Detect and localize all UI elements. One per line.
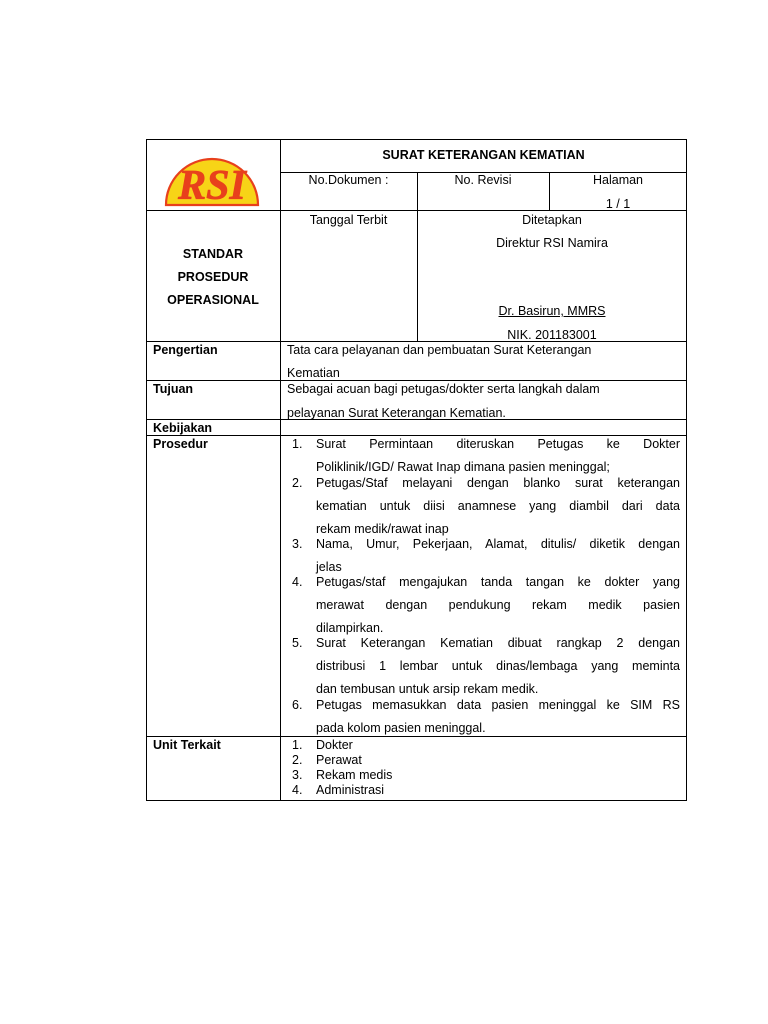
tanggal-terbit-label: Tanggal Terbit — [309, 213, 388, 227]
prosedur-step-text: merawat dengan pendukung rekam medik pasien — [316, 598, 680, 612]
prosedur-step-text: jelas — [316, 560, 342, 574]
unit-terkait-item: Rekam medis — [316, 768, 393, 782]
prosedur-step-text: Poliklinik/IGD/ Rawat Inap dimana pasien meninggal; — [316, 460, 610, 474]
prosedur-step-text: dan tembusan untuk arsip rekam medik. — [316, 682, 539, 696]
prosedur-step-text: pada kolom pasien meninggal. — [316, 721, 486, 735]
table-border-top — [146, 139, 687, 140]
prosedur-step-text: kematian untuk diisi anamnese yang diambil dari data — [316, 499, 680, 513]
halaman-value: 1 / 1 — [605, 197, 631, 211]
pengertian-text-line-1: Tata cara pelayanan dan pembuatan Surat Keterangan — [287, 343, 592, 357]
prosedur-step-number: 1. — [292, 437, 303, 451]
prosedur-step-number: 6. — [292, 698, 303, 712]
sop-document — [146, 139, 687, 801]
rule-kebijakan — [146, 435, 687, 436]
prosedur-step-number: 2. — [292, 476, 303, 490]
unit-terkait-label: Unit Terkait — [153, 738, 221, 752]
table-border-left — [146, 139, 147, 801]
prosedur-step-number: 3. — [292, 537, 303, 551]
prosedur-step-number: 5. — [292, 636, 303, 650]
tujuan-text-line-2: pelayanan Surat Keterangan Kematian. — [287, 406, 506, 420]
ditetapkan-label: Ditetapkan — [522, 213, 582, 227]
sop-title-line-2: PROSEDUR — [177, 270, 249, 284]
unit-terkait-item: Administrasi — [316, 783, 385, 797]
signer-nik: NIK. 201183001 — [507, 328, 597, 342]
prosedur-label: Prosedur — [153, 437, 208, 451]
direktur-label: Direktur RSI Namira — [496, 236, 608, 250]
sop-title-line-3: OPERASIONAL — [167, 293, 259, 307]
document-title: SURAT KETERANGAN KEMATIAN — [382, 148, 585, 162]
signer-name: Dr. Basirun, MMRS — [498, 304, 606, 318]
no-dokumen-label: No.Dokumen : — [308, 173, 389, 187]
unit-terkait-item: Perawat — [316, 753, 362, 767]
prosedur-step-text: Petugas/Staf melayani dengan blanko surat keterangan — [316, 476, 680, 490]
prosedur-step-text: dilampirkan. — [316, 621, 384, 635]
unit-terkait-number: 3. — [292, 768, 303, 782]
prosedur-step-text: distribusi 1 lembar untuk dinas/lembaga yang meminta — [316, 659, 680, 673]
no-revisi-label: No. Revisi — [454, 173, 512, 187]
pengertian-text-line-2: Kematian — [287, 366, 340, 380]
prosedur-step-text: Petugas memasukkan data pasien meninggal ke SIM RS — [316, 698, 680, 712]
prosedur-step-text: Surat Keterangan Kematian dibuat rangkap 2 dengan — [316, 636, 680, 650]
prosedur-step-text: rekam medik/rawat inap — [316, 522, 449, 536]
unit-terkait-number: 2. — [292, 753, 303, 767]
prosedur-step-text: Surat Permintaan diteruskan Petugas ke Dokter — [316, 437, 680, 451]
unit-terkait-number: 4. — [292, 783, 303, 797]
tujuan-label: Tujuan — [153, 382, 194, 396]
table-border-bottom — [146, 800, 687, 801]
svg-text:RSI: RSI — [178, 163, 246, 209]
kebijakan-label: Kebijakan — [153, 421, 213, 435]
sop-title-line-1: STANDAR — [182, 247, 244, 261]
halaman-label: Halaman — [592, 173, 644, 187]
rule-col-label — [280, 139, 281, 801]
rule-prosedur — [146, 736, 687, 737]
rsi-logo-icon — [163, 143, 261, 209]
prosedur-step-text: Nama, Umur, Pekerjaan, Alamat, ditulis/ diketik dengan — [316, 537, 680, 551]
prosedur-step-text: Petugas/staf mengajukan tanda tangan ke dokter yang — [316, 575, 680, 589]
unit-terkait-item: Dokter — [316, 738, 353, 752]
rule-pengertian — [146, 380, 687, 381]
tujuan-text-line-1: Sebagai acuan bagi petugas/dokter serta langkah dalam — [287, 382, 600, 396]
pengertian-label: Pengertian — [153, 343, 218, 357]
unit-terkait-number: 1. — [292, 738, 303, 752]
prosedur-step-number: 4. — [292, 575, 303, 589]
